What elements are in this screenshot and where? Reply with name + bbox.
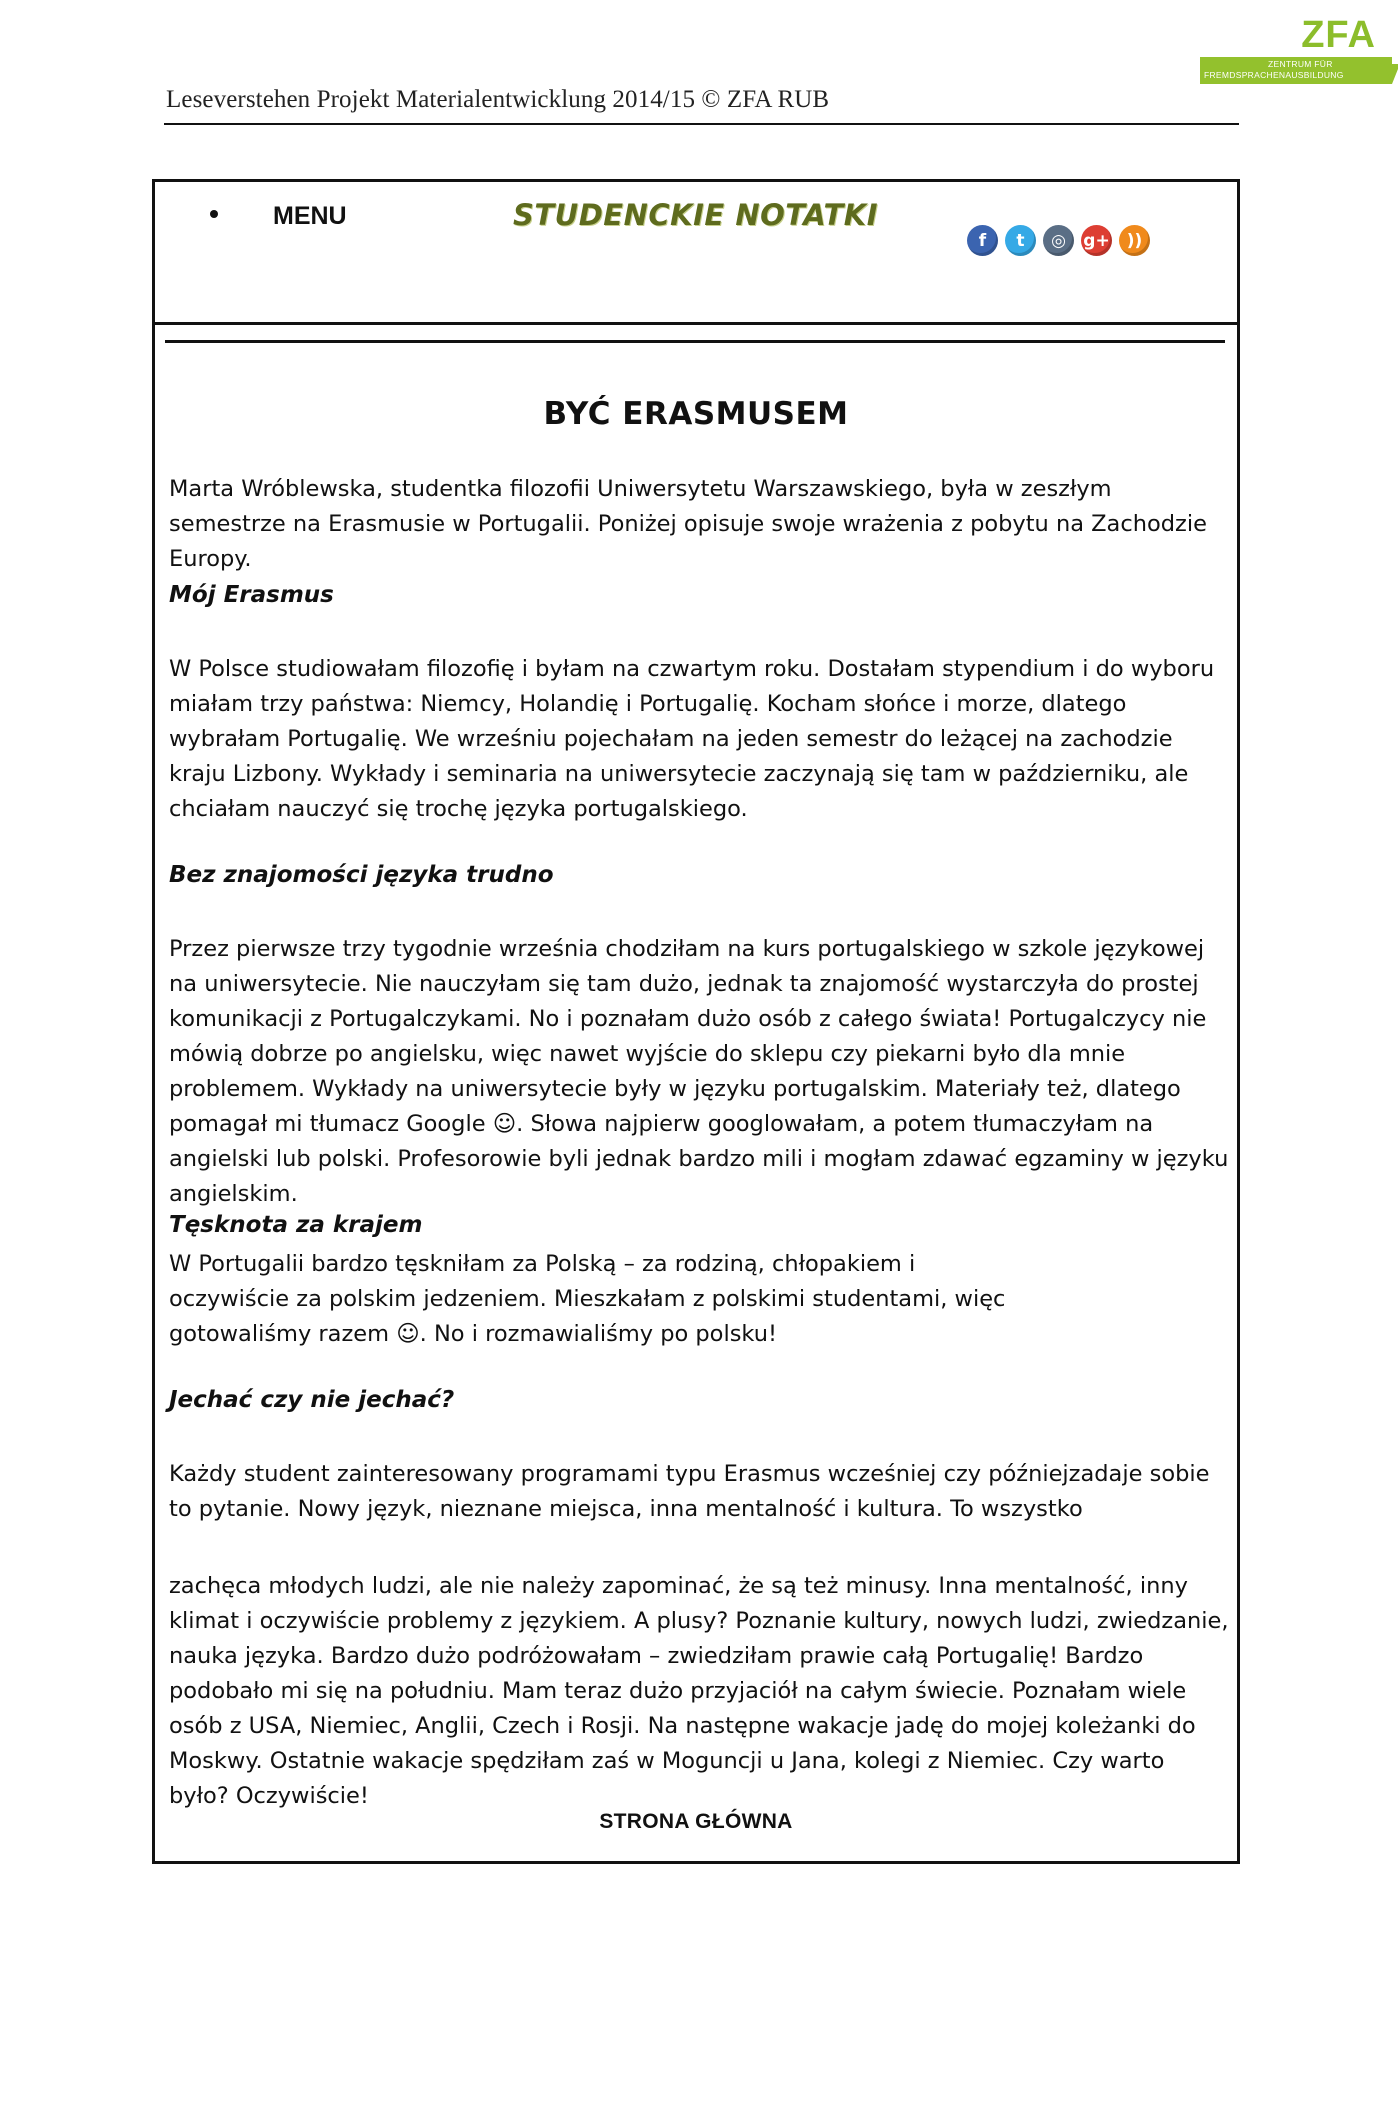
section-heading-bez-znajomosci: Bez znajomości języka trudno bbox=[169, 862, 554, 888]
topbar-divider bbox=[155, 322, 1237, 325]
logo-wordmark: ZFA bbox=[1301, 14, 1376, 56]
section-paragraph: W Polsce studiowałam filozofię i byłam na czwartym roku. Dostałam stypendium i do wyboru miałam trzy państwa: Niemcy, Holandię i Portugalię. Kocham słońce i morze, dlatego wybrałam Portugalię. We wrześniu pojechałam na jeden semestr do leżącej na zachodzie kraju Lizbony. Wykłady i seminaria na uniwersytecie zaczynają się tam w październiku, ale chciałam nauczyć się trochę języka portugalskiego. bbox=[169, 656, 1215, 822]
article-title: BYĆ ERASMUSEM bbox=[543, 396, 849, 432]
article-lead: Marta Wróblewska, studentka filozofii Uniwersytetu Warszawskiego, była w zeszłym semestrze na Erasmusie w Portugalii. Poniżej opisuje swoje wrażenia z pobytu na Zachodzie Europy. bbox=[169, 476, 1207, 572]
section-heading-tesknota: Tęsknota za krajem bbox=[169, 1212, 423, 1238]
section-heading-moj-erasmus: Mój Erasmus bbox=[169, 582, 334, 608]
rss-icon[interactable]: )) bbox=[1119, 225, 1150, 256]
menu-bullet-icon bbox=[210, 210, 218, 218]
content-divider bbox=[165, 340, 1225, 343]
google-plus-icon[interactable]: g+ bbox=[1081, 225, 1112, 256]
section-heading-jechac: Jechać czy nie jechać? bbox=[169, 1387, 455, 1413]
logo-band bbox=[1200, 57, 1392, 84]
logo-line-2: FREMDSPRACHENAUSBILDUNG bbox=[1204, 70, 1344, 80]
website-frame bbox=[152, 179, 1240, 1864]
section-paragraph: Przez pierwsze trzy tygodnie września chodziłam na kurs portugalskiego w szkole językowej na uniwersytecie. Nie nauczyłam się tam dużo, jednak ta znajomość wystarczyła do prostej komunikacji z Portugalczykami. No i poznałam dużo osób z całego świata! Portugalczycy nie mówią dobrze po angielsku, więc nawet wyjście do sklepu czy piekarni było dla mnie problemem. Wykłady na uniwersytecie były w języku portugalskim. Materiały też, dlatego pomagał mi tłumacz Google ☺. Słowa najpierw googlowałam, a potem tłumaczyłam na angielski lub polski. Profesorowie byli jednak bardzo mili i mogłam zdawać egzaminy w języku angielskim. bbox=[169, 936, 1229, 1207]
instagram-icon[interactable]: ◎ bbox=[1043, 225, 1074, 256]
zfa-logo bbox=[1198, 14, 1398, 98]
social-icons bbox=[967, 225, 1150, 256]
site-title[interactable]: STUDENCKIE NOTATKI bbox=[513, 198, 878, 232]
document-header: Leseverstehen Projekt Materialentwicklung 2014/15 © ZFA RUB bbox=[166, 86, 830, 113]
section-paragraph: Każdy student zainteresowany programami typu Erasmus wcześniej czy późniejzadaje sobie to pytanie. Nowy język, nieznane miejsca, inna mentalność i kultura. To wszystko bbox=[169, 1461, 1210, 1522]
section-paragraph: zachęca młodych ludzi, ale nie należy zapominać, że są też minusy. Inna mentalność, inny klimat i oczywiście problemy z językiem. A plusy? Poznanie kultury, nowych ludzi, zwiedzanie, nauka języka. Bardzo dużo podróżowałam – zwiedziłam prawie całą Portugalię! Bardzo podobało mi się na południu. Mam teraz dużo przyjaciół na całym świecie. Poznałam wiele osób z USA, Niemiec, Anglii, Czech i Rosji. Na następne wakacje jadę do mojej koleżanki do Moskwy. Ostatnie wakacje spędziłam zaś w Moguncji u Jana, kolegi z Niemiec. Czy warto było? Oczywiście! bbox=[169, 1573, 1229, 1809]
section-paragraph: W Portugalii bardzo tęskniłam za Polską – za rodziną, chłopakiem i oczywiście za polskim jedzeniem. Mieszkałam z polskimi studentami, więc gotowaliśmy razem ☺. No i rozmawialiśmy po polsku! bbox=[169, 1251, 1006, 1347]
logo-line-1: ZENTRUM FÜR bbox=[1268, 59, 1333, 69]
facebook-icon[interactable]: f bbox=[967, 225, 998, 256]
home-link[interactable]: STRONA GŁÓWNA bbox=[599, 1810, 793, 1833]
logo-tail-shape bbox=[1384, 64, 1398, 84]
twitter-icon[interactable]: t bbox=[1005, 225, 1036, 256]
menu-button[interactable]: MENU bbox=[273, 202, 347, 230]
header-divider bbox=[164, 123, 1239, 125]
